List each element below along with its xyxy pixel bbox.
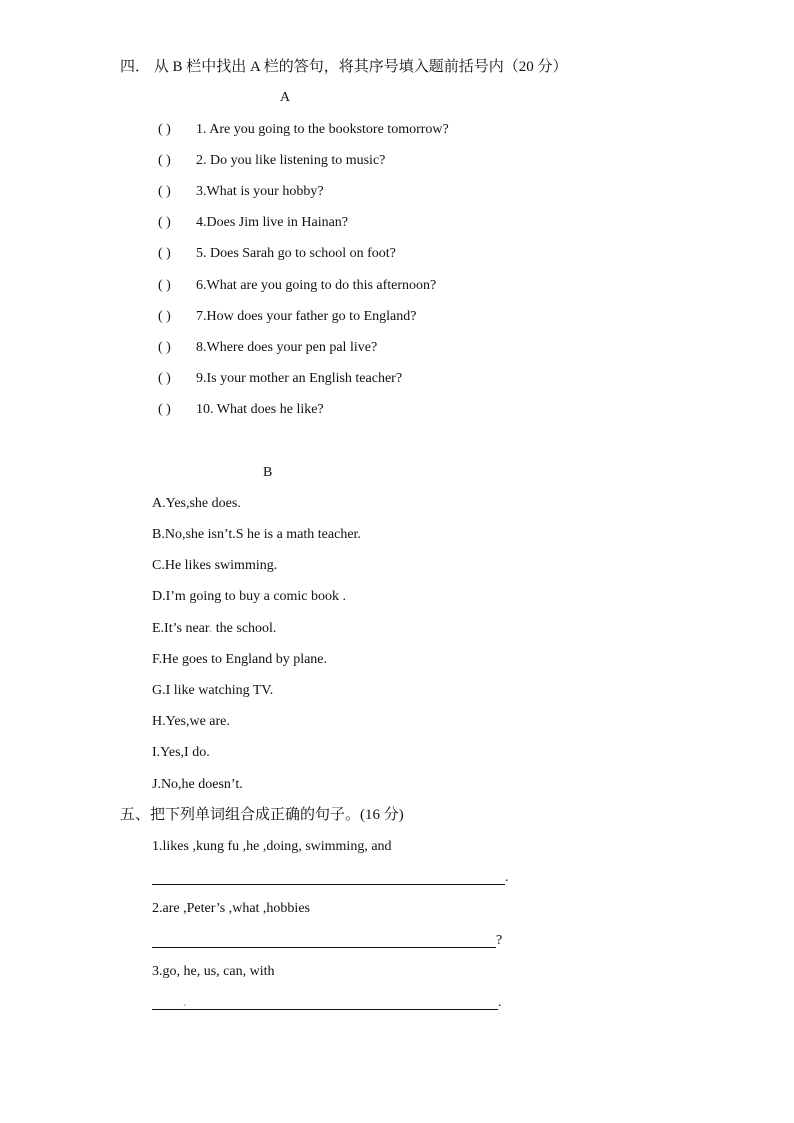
question-item (158, 183, 324, 201)
answer-paren[interactable]: ( ) (158, 340, 171, 355)
word-group: 1.likes ,kung fu ,he ,doing, swimming, and (152, 839, 392, 854)
answer-paren[interactable]: ( ) (158, 402, 171, 417)
answer-paren[interactable]: ( ) (158, 184, 171, 199)
question-item (158, 277, 436, 295)
column-a-label: A (280, 90, 291, 105)
word-group: 2.are ,Peter’s ,what ,hobbies (152, 901, 310, 916)
answer-paren[interactable]: ( ) (158, 215, 171, 230)
question-item (158, 370, 402, 388)
question-item (158, 121, 449, 139)
answer-line[interactable] (152, 947, 496, 948)
answer-item: I.Yes,I do. (152, 745, 210, 760)
answer-item: C.He likes swimming. (152, 558, 278, 573)
answer-item: H.Yes,we are. (152, 714, 230, 729)
answer-dot: . (208, 621, 213, 636)
line-end-punct: ? (496, 933, 503, 948)
question-text: 2. Do you like listening to music? (196, 153, 386, 168)
question-item (158, 245, 396, 263)
answer-text: E.It’s near (152, 621, 209, 636)
column-b-label: B (263, 465, 273, 480)
answer-paren[interactable]: ( ) (158, 122, 171, 137)
question-text: 5. Does Sarah go to school on foot? (196, 246, 396, 261)
word-group: 3.go, he, us, can, with (152, 964, 275, 979)
question-text: 10. What does he like? (196, 402, 324, 417)
line-mark: . (183, 995, 187, 1010)
question-item (158, 214, 348, 232)
answer-text-rest: the school. (212, 621, 277, 636)
answer-paren[interactable]: ( ) (158, 153, 171, 168)
section4-title: 四． 从 B 栏中找出 A 栏的答句，将其序号填入题前括号内（20 分） (120, 59, 568, 75)
answer-paren[interactable]: ( ) (158, 371, 171, 386)
question-text: 1. Are you going to the bookstore tomorrow? (196, 122, 449, 137)
question-text: 6.What are you going to do this afternoon? (196, 278, 437, 293)
line-end-punct: . (505, 870, 509, 885)
answer-paren[interactable]: ( ) (158, 278, 171, 293)
section5-title: 五、把下列单词组合成正确的句子。(16 分) (120, 807, 404, 823)
answer-line[interactable] (152, 884, 505, 885)
question-text: 7.How does your father go to England? (196, 309, 417, 324)
question-text: 9.Is your mother an English teacher? (196, 371, 403, 386)
answer-item: B.No,she isn’t.S he is a math teacher. (152, 527, 361, 542)
line-end-punct: . (498, 995, 502, 1010)
question-item (158, 308, 416, 326)
answer-item: D.I’m going to buy a comic book . (152, 589, 347, 604)
question-item (158, 401, 324, 419)
question-text: 3.What is your hobby? (196, 184, 324, 199)
question-item (158, 152, 385, 170)
answer-item: G.I like watching TV. (152, 683, 274, 698)
answer-paren[interactable]: ( ) (158, 309, 171, 324)
question-text: 4.Does Jim live in Hainan? (196, 215, 349, 230)
answer-line[interactable] (152, 1009, 498, 1010)
question-item (158, 339, 377, 357)
answer-paren[interactable]: ( ) (158, 246, 171, 261)
answer-item: F.He goes to England by plane. (152, 652, 328, 667)
answer-item: J.No,he doesn’t. (152, 777, 243, 792)
question-text: 8.Where does your pen pal live? (196, 340, 378, 355)
answer-item: A.Yes,she does. (152, 496, 241, 511)
answer-item (152, 620, 276, 638)
